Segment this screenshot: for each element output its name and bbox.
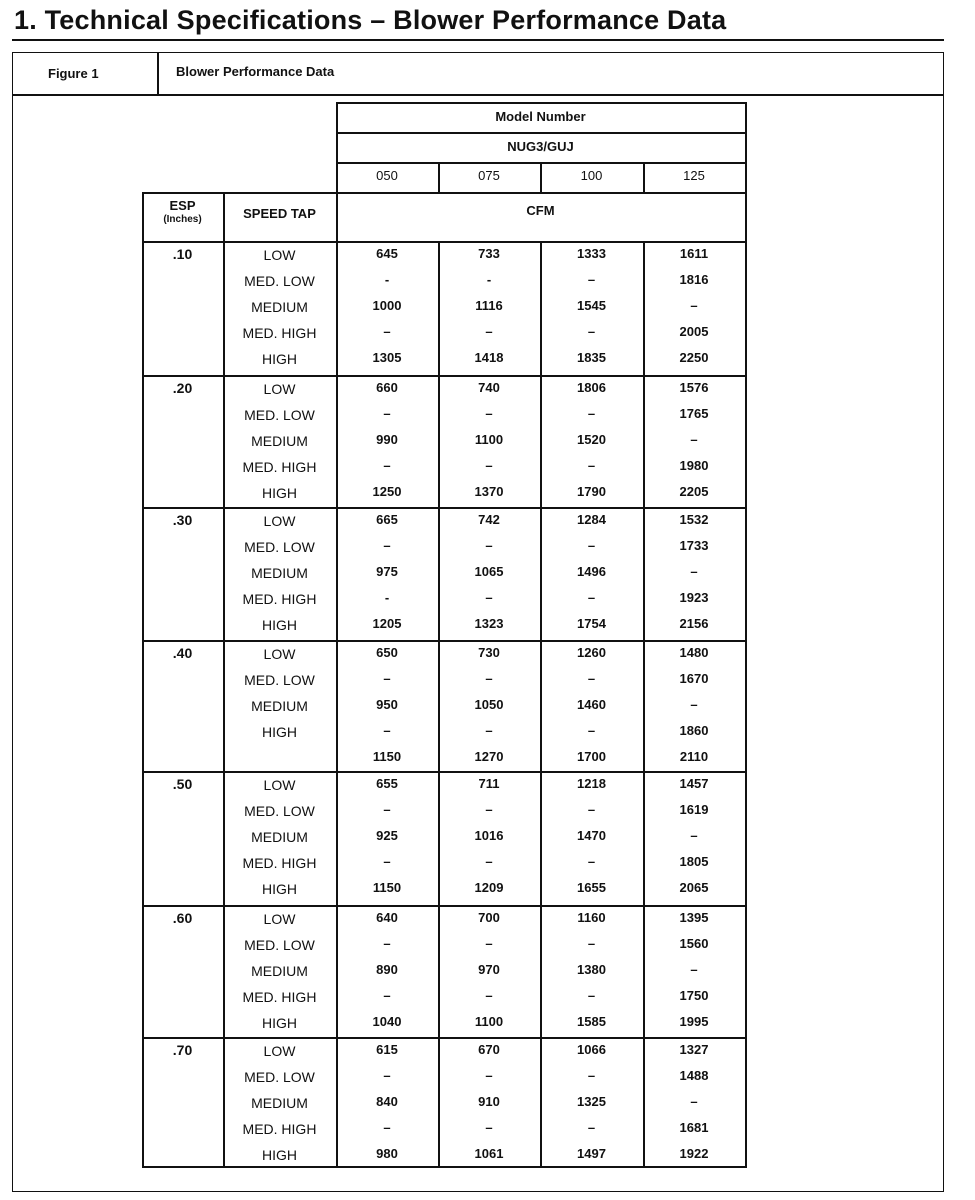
speed-tap-label: HIGH [262,617,297,633]
cfm-value: 730 [478,645,500,660]
speed-tap-label: LOW [263,247,296,263]
cfm-value: – [587,854,596,869]
cfm-value: 1520 [577,432,606,447]
speed-tap-label: MED. HIGH [242,591,317,607]
cfm-value: – [690,828,698,843]
cfm-value: 640 [376,910,398,925]
cfm-value: 1576 [679,380,709,395]
speed-tap-label: MEDIUM [251,829,308,845]
cfm-value: - [486,272,492,287]
speed-tap-label: MED. LOW [244,803,315,819]
title-underline [12,39,944,41]
cfm-value: – [383,1068,391,1083]
cfm-value: 1325 [577,1094,606,1109]
speed-tap-label: MED. HIGH [242,989,317,1005]
cfm-value: 1460 [577,697,606,712]
cfm-value: 650 [376,645,398,660]
cfm-value: - [384,272,390,287]
cfm-value: 1305 [372,350,402,365]
cfm-value: 1497 [577,1146,606,1161]
cfm-value: – [383,406,391,421]
cfm-value: 890 [376,962,398,977]
esp-value: .70 [172,1042,193,1058]
cfm-value: 1116 [475,298,503,313]
cfm-value: – [383,854,391,869]
speed-tap-label: MEDIUM [251,565,308,581]
cfm-value: – [587,671,596,686]
cfm-value: 645 [376,246,398,261]
cfm-value: – [690,697,698,712]
cfm-value: – [587,272,596,287]
speed-tap-label: MED. LOW [244,1069,315,1085]
cfm-value: – [690,432,698,447]
esp-group-divider [142,375,745,377]
speed-tap-header: SPEED TAP [243,206,316,221]
cfm-value: 1670 [679,671,709,686]
cfm-value: 910 [478,1094,500,1109]
speed-tap-label: HIGH [262,1147,297,1163]
cfm-value: 1816 [679,272,709,287]
cfm-value: 1061 [474,1146,504,1161]
cfm-value: 1980 [679,458,709,473]
cfm-value: 1370 [474,484,504,499]
cfm-value: 1205 [372,616,402,631]
cfm-value: – [485,590,493,605]
table-left-border [142,192,144,1166]
cfm-value: 1457 [679,776,709,791]
cfm-value: 950 [376,697,398,712]
cfm-value: 1100 [474,1014,504,1029]
esp-group-divider [142,1037,745,1039]
cfm-value: 975 [376,564,398,579]
speed-tap-label: LOW [263,381,296,397]
cfm-value: 1150 [372,749,402,764]
figure-label: Figure 1 [48,66,99,81]
cfm-value: 1016 [474,828,504,843]
esp-group-divider [142,771,745,773]
cfm-value: 655 [376,776,398,791]
cfm-header-bottom-border [142,241,745,243]
esp-value: .20 [172,380,193,396]
cfm-value: 1395 [679,910,709,925]
cfm-value: – [690,298,698,313]
cfm-value: 1655 [577,880,606,895]
cfm-value: 990 [376,432,398,447]
esp-value: .40 [172,645,193,661]
cfm-value: 1790 [577,484,606,499]
cfm-value: 1209 [474,880,504,895]
cfm-value: – [383,988,391,1003]
cfm-value: 1470 [577,828,606,843]
cfm-value: 2205 [679,484,709,499]
speed-tap-label: MEDIUM [251,698,308,714]
table-bottom-border [142,1166,747,1168]
cfm-value: 1480 [679,645,709,660]
cfm-value: 1922 [679,1146,709,1161]
esp-group-divider [142,507,745,509]
cfm-value: 1805 [679,854,709,869]
cfm-value: 1995 [679,1014,709,1029]
model-number-100: 100 [580,168,603,183]
cfm-value: 1923 [679,590,709,605]
cfm-header: CFM [526,203,555,218]
esp-unit-header: (Inches) [163,214,202,225]
speed-tap-label: MED. LOW [244,672,315,688]
cfm-value: 1150 [372,880,402,895]
cfm-value: – [485,538,493,553]
cfm-value: 615 [376,1042,398,1057]
model-name-header: NUG3/GUJ [507,139,574,154]
cfm-value: 1066 [577,1042,606,1057]
cfm-value: – [587,1068,596,1083]
table-right-border [745,192,747,1166]
cfm-value: 1754 [577,616,606,631]
cfm-value: – [383,802,391,817]
model-number-075: 075 [478,168,500,183]
cfm-value: – [383,671,391,686]
cfm-value: 2250 [679,350,709,365]
esp-value: .60 [172,910,193,926]
speed-tap-label: MED. LOW [244,407,315,423]
cfm-value: – [485,988,493,1003]
cfm-value: 925 [376,828,398,843]
cfm-value: 2065 [679,880,709,895]
cfm-value: – [587,324,596,339]
cfm-value: – [485,1120,493,1135]
cfm-value: – [690,962,698,977]
cfm-value: 2110 [679,749,709,764]
cfm-value: – [485,802,493,817]
speed-tap-label: MED. HIGH [242,325,317,341]
speed-tap-label: HIGH [262,485,297,501]
speed-tap-label: MED. LOW [244,937,315,953]
cfm-value: – [587,936,596,951]
cfm-value: – [383,324,391,339]
cfm-value: 665 [376,512,398,527]
model-header-divider [336,132,745,134]
speed-tap-label: MEDIUM [251,963,308,979]
cfm-value: 1733 [679,538,709,553]
cfm-value: 1750 [679,988,709,1003]
speed-tap-label: LOW [263,513,296,529]
cfm-value: – [485,324,493,339]
cfm-value: 1806 [577,380,606,395]
esp-group-divider [142,640,745,642]
speed-tap-label: HIGH [262,724,297,740]
esp-value: .50 [172,776,193,792]
cfm-value: 660 [376,380,398,395]
cfm-value: – [383,538,391,553]
cfm-value: – [587,723,596,738]
speed-tap-label: HIGH [262,1015,297,1031]
cfm-value: 1333 [577,246,606,261]
cfm-value: 1000 [372,298,402,313]
cfm-value: – [587,802,596,817]
cfm-value: 1050 [474,697,504,712]
cfm-value: 1250 [372,484,402,499]
cfm-value: 970 [478,962,500,977]
esp-header: ESP [169,198,196,213]
cfm-value: – [485,671,493,686]
cfm-value: – [587,458,596,473]
speed-tap-label: LOW [263,646,296,662]
cfm-value: 2156 [679,616,709,631]
cfm-value: 1585 [577,1014,606,1029]
figure-header-vdivider [157,52,159,95]
speed-tap-label: MED. LOW [244,273,315,289]
cfm-value: 742 [478,512,500,527]
esp-header-top-border [142,192,745,194]
cfm-value: – [485,458,493,473]
cfm-value: 1545 [577,298,606,313]
cfm-value: 700 [478,910,500,925]
cfm-value: – [587,988,596,1003]
cfm-value: 733 [478,246,500,261]
cfm-value: 1284 [577,512,606,527]
model-header-top-border [336,102,745,104]
figure-header-divider [12,94,944,96]
esp-group-divider [142,905,745,907]
cfm-value: 1260 [577,645,606,660]
cfm-value: 1765 [679,406,709,421]
cfm-value: 1380 [577,962,606,977]
cfm-value: 2005 [679,324,709,339]
cfm-value: – [587,1120,596,1135]
speed-tap-label: HIGH [262,881,297,897]
model-number-header: Model Number [495,109,586,124]
speed-tap-label: MEDIUM [251,1095,308,1111]
cfm-value: – [383,458,391,473]
cfm-value: 1532 [679,512,709,527]
cfm-value: – [383,723,391,738]
cfm-value: 1860 [679,723,709,738]
cfm-value: 1496 [577,564,606,579]
esp-value: .30 [172,512,193,528]
cfm-value: – [383,1120,391,1135]
speed-tap-label: MEDIUM [251,433,308,449]
speed-tap-label: MEDIUM [251,299,308,315]
cfm-value: 1418 [474,350,504,365]
cfm-value: 980 [376,1146,398,1161]
cfm-value: 1040 [372,1014,402,1029]
cfm-value: 1611 [679,246,709,261]
cfm-value: 740 [478,380,500,395]
cfm-value: 1681 [679,1120,709,1135]
esp-value: .10 [172,246,193,262]
cfm-value: 1619 [679,802,709,817]
cfm-value: 711 [478,776,500,791]
cfm-value: 1323 [474,616,504,631]
figure-caption: Blower Performance Data [176,64,335,79]
cfm-value: 1835 [577,350,606,365]
cfm-value: 1700 [577,749,606,764]
speed-tap-label: LOW [263,777,296,793]
cfm-value: – [383,936,391,951]
speed-tap-label: LOW [263,911,296,927]
cfm-value: 1488 [679,1068,709,1083]
speed-tap-label: LOW [263,1043,296,1059]
cfm-value: 1100 [474,432,504,447]
cfm-value: – [690,564,698,579]
cfm-value: 1327 [679,1042,709,1057]
cfm-value: 1065 [474,564,504,579]
cfm-value: 1270 [474,749,504,764]
model-number-050: 050 [376,168,398,183]
speed-tap-label: MED. HIGH [242,855,317,871]
cfm-value: 1160 [577,910,606,925]
cfm-value: - [384,590,390,605]
cfm-value: 670 [478,1042,500,1057]
model-number-125: 125 [683,168,705,183]
speed-tap-label: MED. HIGH [242,1121,317,1137]
speed-tap-label: MED. HIGH [242,459,317,475]
cfm-value: – [485,1068,493,1083]
cfm-value: – [485,723,493,738]
speed-tap-label: MED. LOW [244,539,315,555]
cfm-value: 1218 [577,776,606,791]
cfm-value: – [587,406,596,421]
cfm-value: – [690,1094,698,1109]
cfm-value: – [587,590,596,605]
cfm-value: 1560 [679,936,709,951]
speed-tap-label: HIGH [262,351,297,367]
cfm-value: – [485,406,493,421]
cfm-value: – [485,854,493,869]
cfm-value: – [587,538,596,553]
page-title: 1. Technical Specifications – Blower Performance Data [14,5,727,35]
cfm-value: 840 [376,1094,398,1109]
cfm-value: – [485,936,493,951]
